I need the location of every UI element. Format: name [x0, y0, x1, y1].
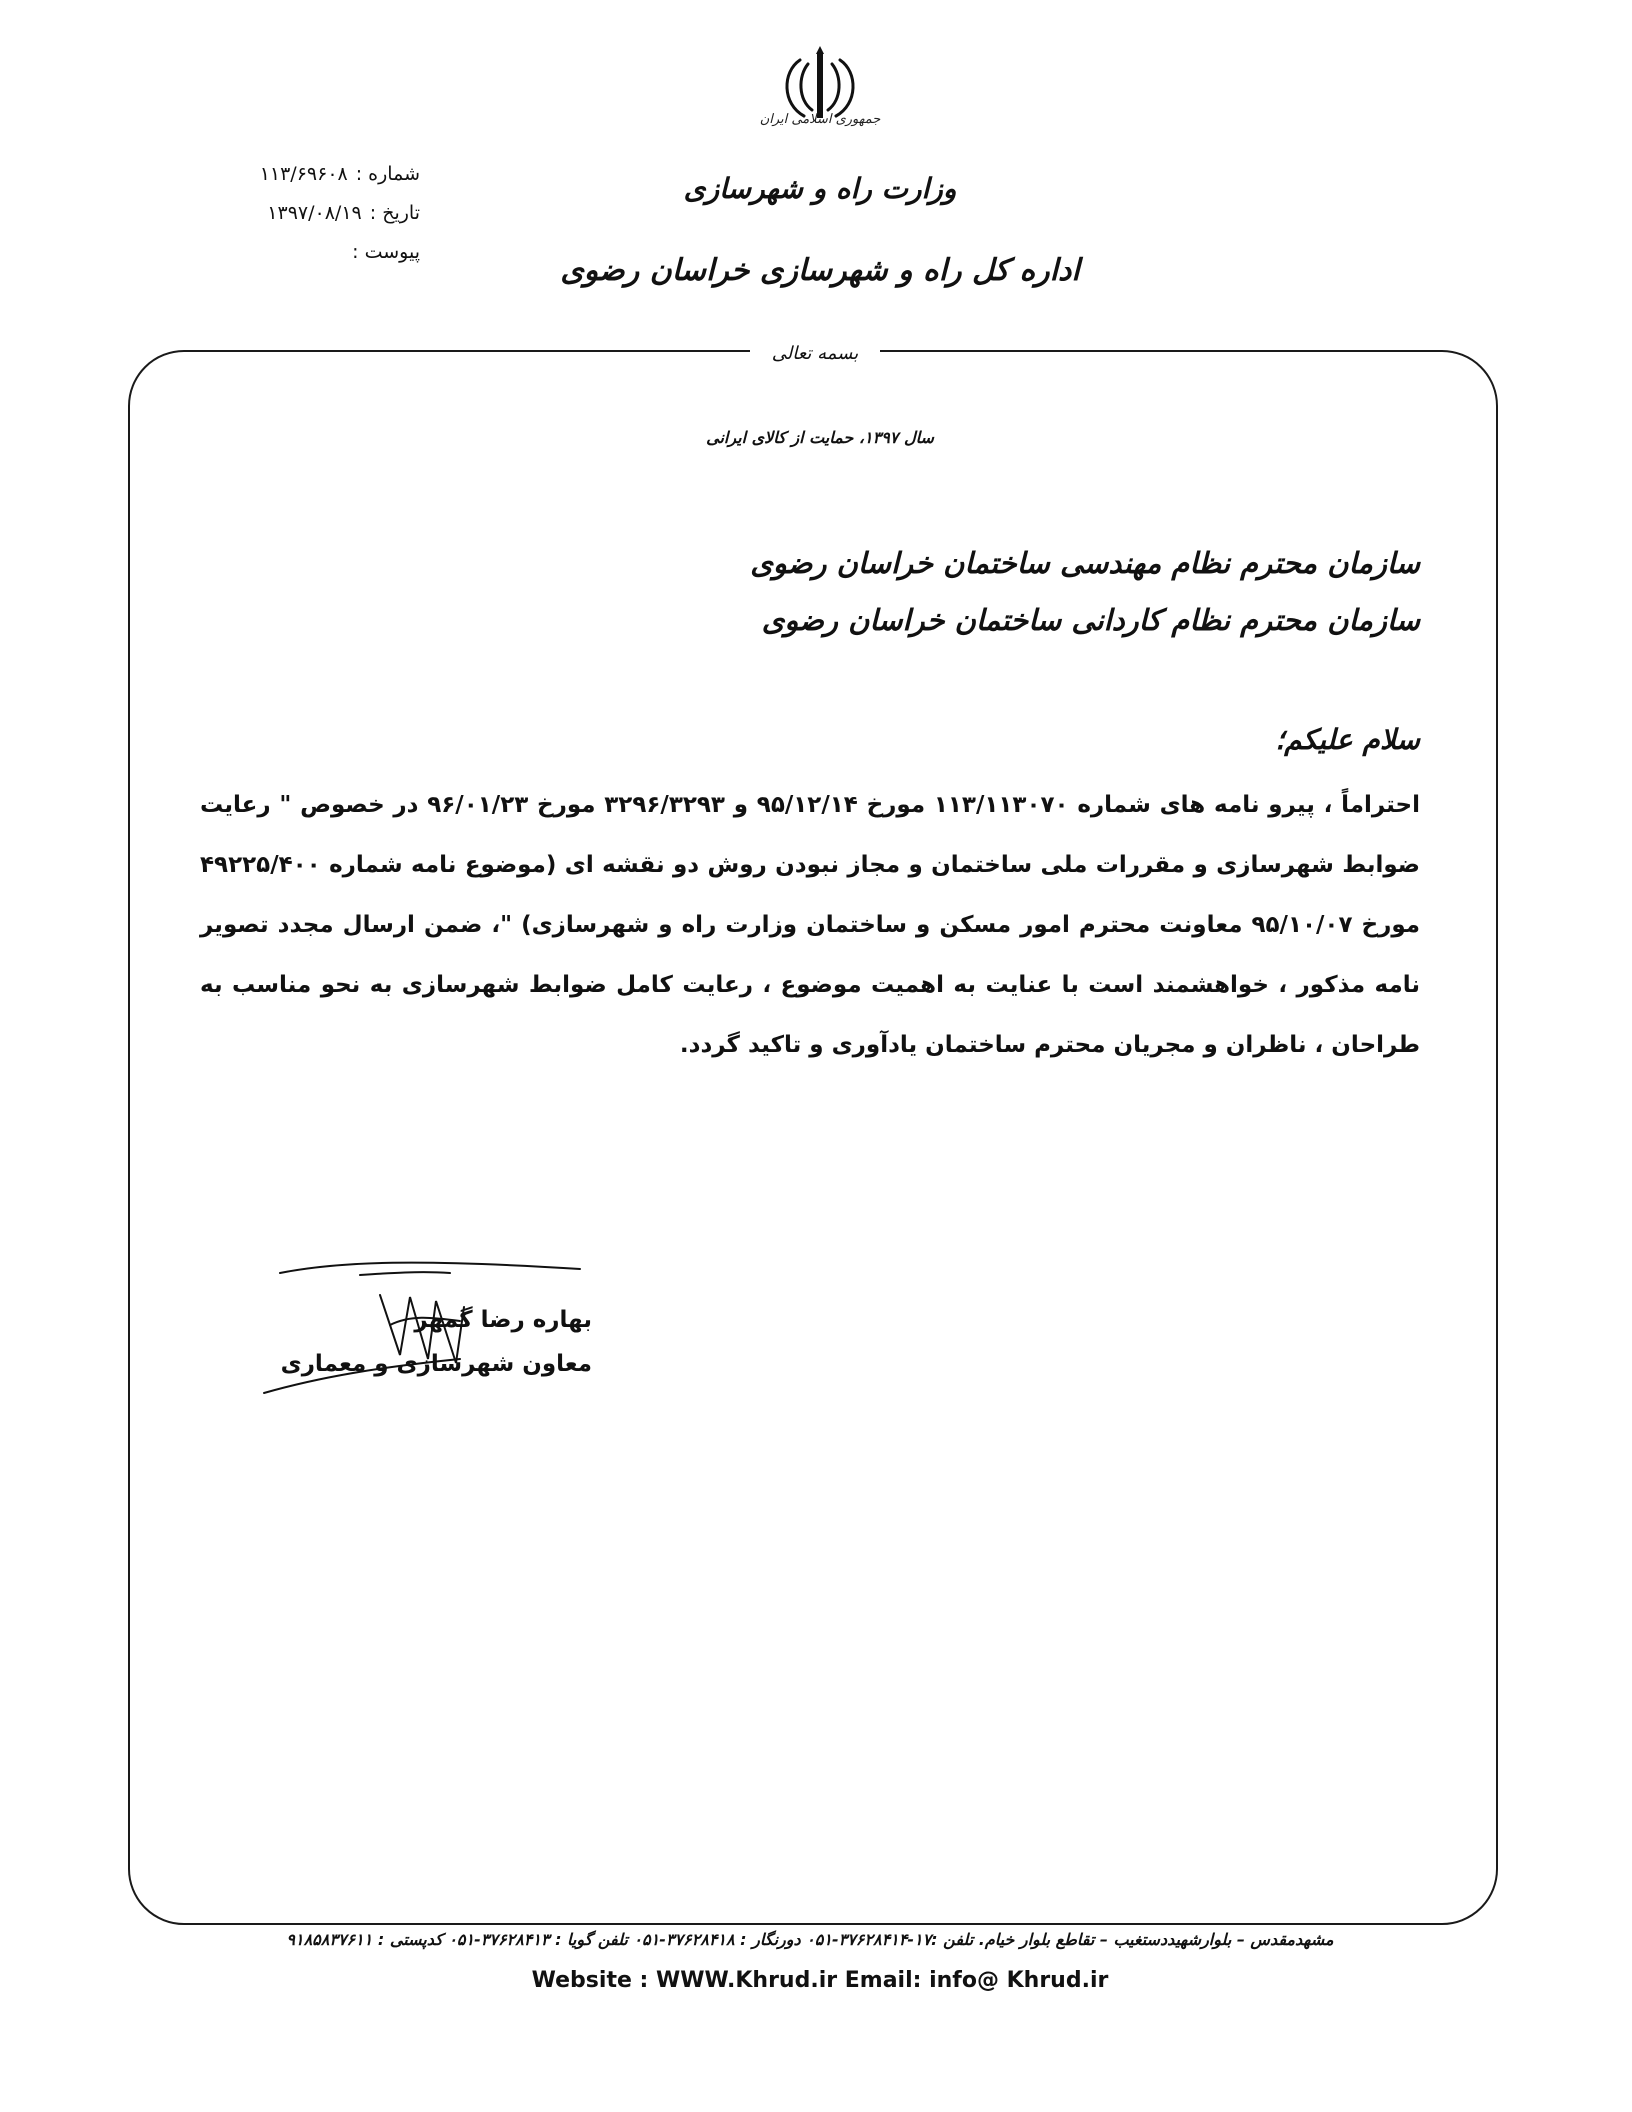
iran-emblem-icon — [760, 42, 880, 142]
reference-date-label: تاریخ : — [369, 202, 420, 224]
letter-body: احتراماً ، پیرو نامه های شماره ۱۱۳/۱۱۳۰۷۰ مورخ ۹۵/۱۲/۱۴ و ۳۲۹۶/۳۲۹۳ مورخ ۹۶/۰۱/۲۳ در خصوص " رعایت ضوابط شهرسازی و مقررات ملی ساختمان و مجاز نبودن روش دو نقشه ای (موضوع نامه شماره ۴۹۲۲۵/۴۰۰ مورخ ۹۵/۱۰/۰۷ معاونت محترم امور مسکن و ساختمان وزارت راه و شهرسازی) "، ضمن ارسال مجدد تصویر نامه مذکور ، خواهشمند است با عنایت به اهمیت موضوع ، رعایت کامل ضوابط شهرسازی به نحو مناسب به طراحان ، ناظران و مجریان محترم ساختمان یادآوری و تاکید گردد. — [200, 792, 1421, 1058]
emblem-caption: جمهوری اسلامی ایران — [759, 112, 881, 127]
ministry-name: وزارت راه و شهرسازی — [683, 172, 957, 205]
reference-block — [170, 155, 420, 272]
signer-block — [280, 1298, 592, 1386]
recipients — [600, 535, 1420, 649]
footer-contact: Website : WWW.Khrud.ir Email: info@ Khrud.ir — [531, 1968, 1109, 1993]
salutation: سلام علیکم؛ — [1275, 723, 1420, 756]
signer-title: معاون شهرسازی و معماری — [280, 1351, 592, 1377]
footer-address: مشهدمقدس – بلوارشهیددستغیب – تقاطع بلوار خیام. تلفن :۱۷-۳۷۶۲۸۴۱۴-۰۵۱ دورنگار : ۳۷۶۲۸۴۱۸-۰۵۱ تلفن گویا : ۳۷۶۲۸۴۱۳-۰۵۱ کدپستی : ۹۱۸۵۸۳۷۶۱۱ — [286, 1930, 1334, 1949]
reference-date-row — [170, 194, 420, 233]
reference-number-row — [170, 155, 420, 194]
reference-attachment-row — [170, 233, 420, 272]
directorate-name: اداره کل راه و شهرسازی خراسان رضوی — [560, 253, 1080, 288]
year-slogan: سال ۱۳۹۷، حمایت از کالای ایرانی — [706, 428, 934, 447]
recipient-line: سازمان محترم نظام کاردانی ساختمان خراسان رضوی — [761, 603, 1420, 637]
reference-date-value: ۱۳۹۷/۰۸/۱۹ — [267, 202, 362, 224]
bismillah: بسمه تعالی — [771, 343, 859, 364]
reference-number-value: ۱۱۳/۶۹۶۰۸ — [259, 163, 348, 185]
reference-number-label: شماره : — [355, 163, 420, 185]
reference-attachment-label: پیوست : — [352, 241, 420, 263]
recipient-line: سازمان محترم نظام مهندسی ساختمان خراسان رضوی — [750, 546, 1420, 580]
signer-name: بهاره رضا گمهر — [414, 1307, 592, 1333]
